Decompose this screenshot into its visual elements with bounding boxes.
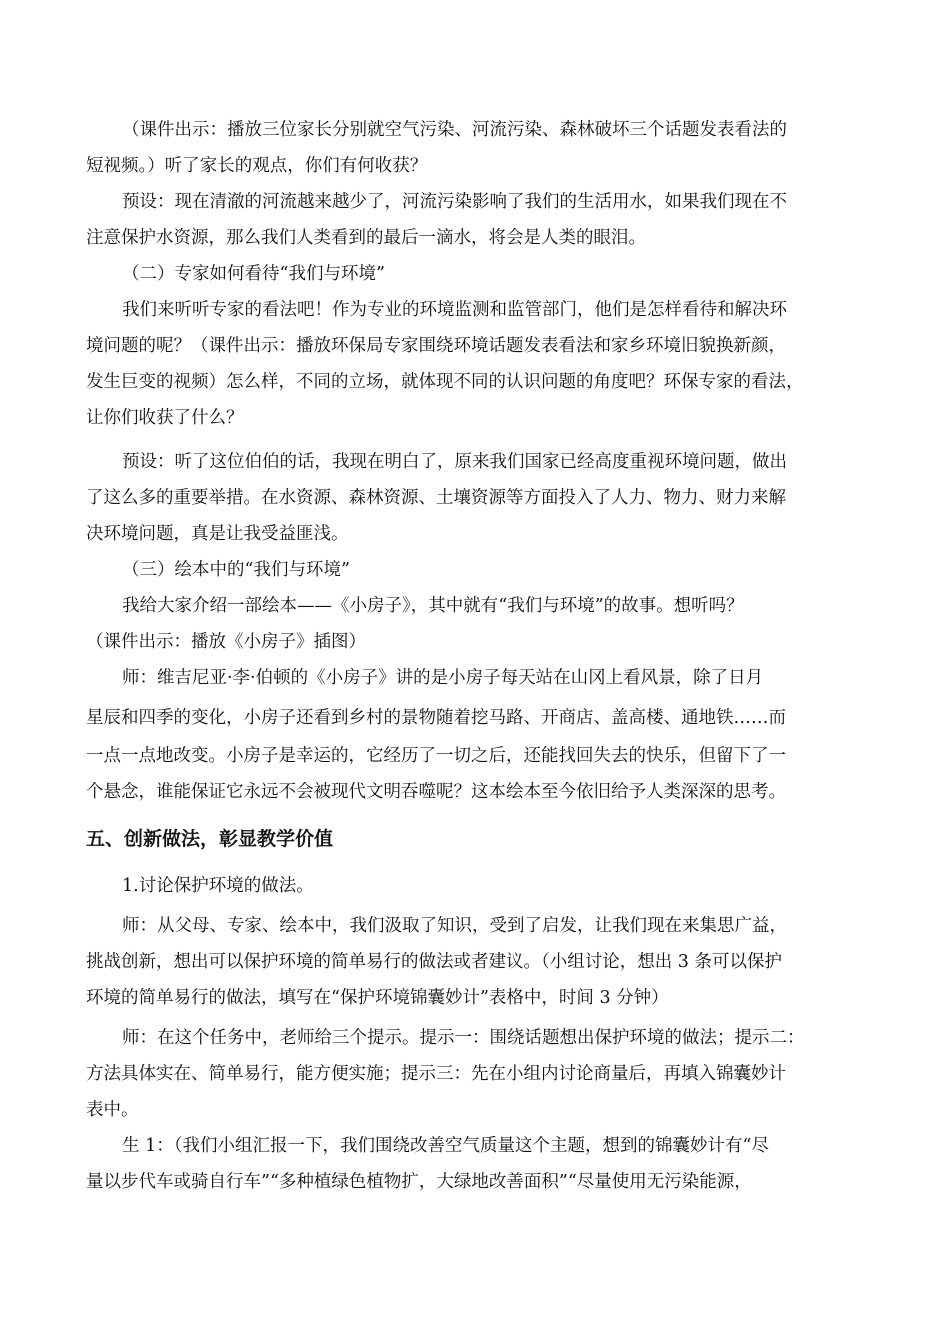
paragraph-line: 发生巨变的视频）怎么样，不同的立场，就体现不同的认识问题的角度吧？环保专家的看法，	[86, 372, 804, 392]
paragraph-line: 境问题的呢？（课件出示：播放环保局专家围绕环境话题发表看法和家乡环境旧貌换新颜，	[86, 336, 786, 356]
paragraph-line: 师：在这个任务中，老师给三个提示。提示一：围绕话题想出保护环境的做法；提示二：	[122, 1028, 805, 1048]
paragraph-line: 决环境问题，真是让我受益匪浅。	[86, 524, 349, 544]
paragraph-line: 师：维吉尼亚·李·伯顿的《小房子》讲的是小房子每天站在山冈上看风景，除了日月	[122, 668, 764, 688]
paragraph-line: （课件出示：播放三位家长分别就空气污染、河流污染、森林破坏三个话题发表看法的	[122, 120, 787, 140]
paragraph-line: 预设：听了这位伯伯的话，我现在明白了，原来我们国家已经高度重视环境问题，做出	[122, 452, 787, 472]
paragraph-line: 注意保护水资源，那么我们人类看到的最后一滴水，将会是人类的眼泪。	[86, 228, 646, 248]
paragraph-line: 让你们收获了什么？	[86, 408, 244, 428]
subsection-heading: （三）绘本中的“我们与环境”	[122, 560, 350, 580]
subsection-heading: （二）专家如何看待“我们与环境”	[122, 264, 385, 284]
paragraph-line: 我们来听听专家的看法吧！作为专业的环境监测和监管部门，他们是怎样看待和解决环	[122, 300, 787, 320]
paragraph-line: 星辰和四季的变化，小房子还看到乡村的景物随着挖马路、开商店、盖高楼、通地铁……而	[86, 708, 786, 728]
paragraph-line: 表中。	[86, 1100, 139, 1120]
paragraph-line: 挑战创新，想出可以保护环境的简单易行的做法或者建议。（小组讨论，想出 3 条可以保护	[86, 952, 783, 972]
paragraph-line: 生 1：（我们小组汇报一下，我们围绕改善空气质量这个主题，想到的锦囊妙计有“尽	[122, 1136, 769, 1156]
paragraph-line: 预设：现在清澈的河流越来越少了，河流污染影响了我们的生活用水，如果我们现在不	[122, 192, 787, 212]
paragraph-line: 方法具体实在、简单易行，能方便实施；提示三：先在小组内讨论商量后，再填入锦囊妙计	[86, 1064, 786, 1084]
paragraph-line: 个悬念，谁能保证它永远不会被现代文明吞噬呢？这本绘本至今依旧给予人类深深的思考。	[86, 782, 786, 802]
paragraph-line: 一点一点地改变。小房子是幸运的，它经历了一切之后，还能找回失去的快乐，但留下了一	[86, 746, 786, 766]
paragraph-line: 我给大家介绍一部绘本——《小房子》，其中就有“我们与环境”的故事。想听吗？	[122, 596, 744, 616]
paragraph-line: 短视频。）听了家长的观点，你们有何收获？	[86, 156, 428, 176]
paragraph-line: （课件出示：播放《小房子》插图）	[86, 632, 366, 652]
paragraph-line: 1.讨论保护环境的做法。	[122, 876, 314, 896]
paragraph-line: 了这么多的重要举措。在水资源、森林资源、土壤资源等方面投入了人力、物力、财力来解	[86, 488, 786, 508]
paragraph-line: 量以步代车或骑自行车”“多种植绿色植物扩，大绿地改善面积”“尽量使用无污染能源，	[86, 1172, 752, 1192]
section-heading: 五、创新做法，彰显教学价值	[86, 828, 334, 850]
paragraph-line: 环境的简单易行的做法，填写在“保护环境锦囊妙计”表格中，时间 3 分钟）	[86, 988, 669, 1008]
paragraph-line: 师：从父母、专家、绘本中，我们汲取了知识，受到了启发，让我们现在来集思广益，	[122, 916, 787, 936]
